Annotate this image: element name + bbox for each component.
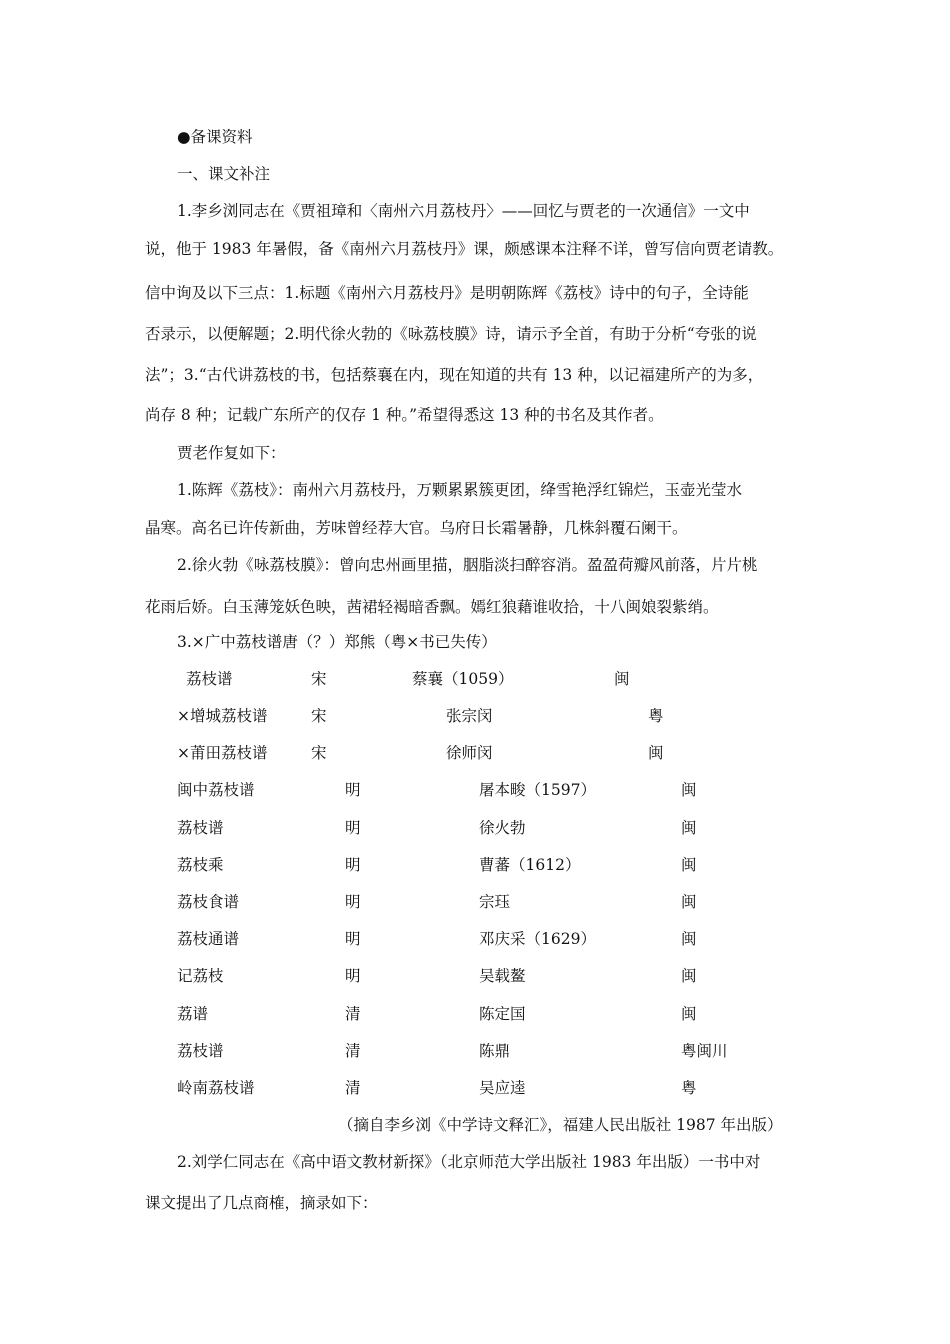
book-title-cell: 闽中荔枝谱: [177, 781, 255, 799]
region-cell: 粤: [681, 1079, 697, 1097]
poem-line: 花雨后娇。白玉薄笼妖色映，茜裙轻褐暗香飘。嫣红狼藉谁收拾，十八闽娘裂紫绡。: [145, 598, 719, 616]
book-title-cell: 荔枝通谱: [177, 930, 240, 948]
author-cell: 邓庆采（1629）: [479, 930, 596, 948]
author-cell: 张宗闵: [446, 707, 493, 725]
region-cell: 闽: [681, 930, 697, 948]
author-cell: 曹蕃（1612）: [479, 856, 581, 874]
author-cell: 徐火勃: [479, 819, 526, 837]
paragraph-line: 2.刘学仁同志在《高中语文教材新探》（北京师范大学出版社 1983 年出版）一书中对: [177, 1153, 761, 1171]
author-cell: 宗珏: [479, 893, 511, 911]
reply-intro: 贾老作复如下：: [177, 444, 286, 462]
author-cell: 徐师闵: [446, 744, 493, 762]
paragraph-line: 法”；3.“古代讲荔枝的书，包括蔡襄在内，现在知道的共有 13 种，以记福建所产的为多，: [145, 366, 764, 384]
paragraph-line: 信中询及以下三点：1.标题《南州六月荔枝丹》是明朝陈辉《荔枝》诗中的句子，全诗能: [145, 284, 749, 302]
section-heading: ●备课资料: [177, 128, 253, 146]
dynasty-cell: 清: [345, 1079, 361, 1097]
author-cell: 屠本畯（1597）: [479, 781, 596, 799]
paragraph-line: 否录示，以便解题；2.明代徐火勃的《咏荔枝膜》诗，请示予全首，有助于分析“夸张的说: [145, 325, 757, 343]
author-cell: 吴载鳌: [479, 967, 526, 985]
region-cell: 闽: [681, 967, 697, 985]
poem-line: 1.陈辉《荔枝》：南州六月荔枝丹，万颗累累簇更团，绛雪艳浮红锦烂，玉壶光莹水: [177, 481, 743, 499]
book-title-cell: 记荔枝: [177, 967, 224, 985]
book-title-cell: 荔枝谱: [186, 670, 233, 688]
dynasty-cell: 明: [345, 893, 361, 911]
dynasty-cell: 明: [345, 930, 361, 948]
dynasty-cell: 清: [345, 1042, 361, 1060]
region-cell: 闽: [681, 893, 697, 911]
poem-line: 2.徐火勃《咏荔枝膜》：曾向忠州画里描，胭脂淡扫醉容消。盈盈荷瓣风前落，片片桃: [177, 556, 758, 574]
book-title-cell: 岭南荔枝谱: [177, 1079, 255, 1097]
paragraph-line: 1.李乡浏同志在《贾祖璋和〈南州六月荔枝丹〉——回忆与贾老的一次通信》一文中: [177, 202, 750, 220]
author-cell: 陈定国: [479, 1005, 526, 1023]
book-title-cell: ×增城荔枝谱: [177, 707, 268, 725]
dynasty-cell: 明: [345, 819, 361, 837]
author-cell: 蔡襄（1059）: [412, 670, 514, 688]
region-cell: 粤闽川: [681, 1042, 728, 1060]
region-cell: 闽: [681, 856, 697, 874]
paragraph-line: 尚存 8 种；记载广东所产的仅存 1 种。”希望得悉这 13 种的书名及其作者。: [145, 406, 664, 424]
dynasty-cell: 宋: [311, 707, 327, 725]
region-cell: 闽: [681, 1005, 697, 1023]
region-cell: 闽: [681, 781, 697, 799]
book-title-cell: 荔枝谱: [177, 819, 224, 837]
item-three-heading: 3.×广中荔枝谱唐（？）郑熊（粤×书已失传）: [177, 633, 497, 651]
citation: （摘自李乡浏《中学诗文释汇》，福建人民出版社 1987 年出版）: [338, 1116, 783, 1134]
region-cell: 粤: [648, 707, 664, 725]
author-cell: 吴应逵: [479, 1079, 526, 1097]
dynasty-cell: 明: [345, 781, 361, 799]
region-cell: 闽: [648, 744, 664, 762]
paragraph-line: 课文提出了几点商榷，摘录如下：: [145, 1194, 378, 1212]
book-title-cell: 荔枝谱: [177, 1042, 224, 1060]
dynasty-cell: 清: [345, 1005, 361, 1023]
book-title-cell: 荔枝食谱: [177, 893, 240, 911]
region-cell: 闽: [614, 670, 630, 688]
dynasty-cell: 宋: [311, 744, 327, 762]
book-title-cell: ×莆田荔枝谱: [177, 744, 268, 762]
author-cell: 陈鼎: [479, 1042, 511, 1060]
paragraph-line: 说，他于 1983 年暑假，备《南州六月荔枝丹》课，颇感课本注释不详，曾写信向贾老请教。: [145, 240, 784, 258]
poem-line: 晶寒。高名已许传新曲，芳味曾经荐大官。乌府日长霜暑静，几株斜覆石阑干。: [145, 519, 688, 537]
region-cell: 闽: [681, 819, 697, 837]
dynasty-cell: 明: [345, 856, 361, 874]
dynasty-cell: 明: [345, 967, 361, 985]
subsection-title: 一、课文补注: [177, 165, 271, 183]
book-title-cell: 荔枝乘: [177, 856, 224, 874]
book-title-cell: 荔谱: [177, 1005, 209, 1023]
dynasty-cell: 宋: [311, 670, 327, 688]
